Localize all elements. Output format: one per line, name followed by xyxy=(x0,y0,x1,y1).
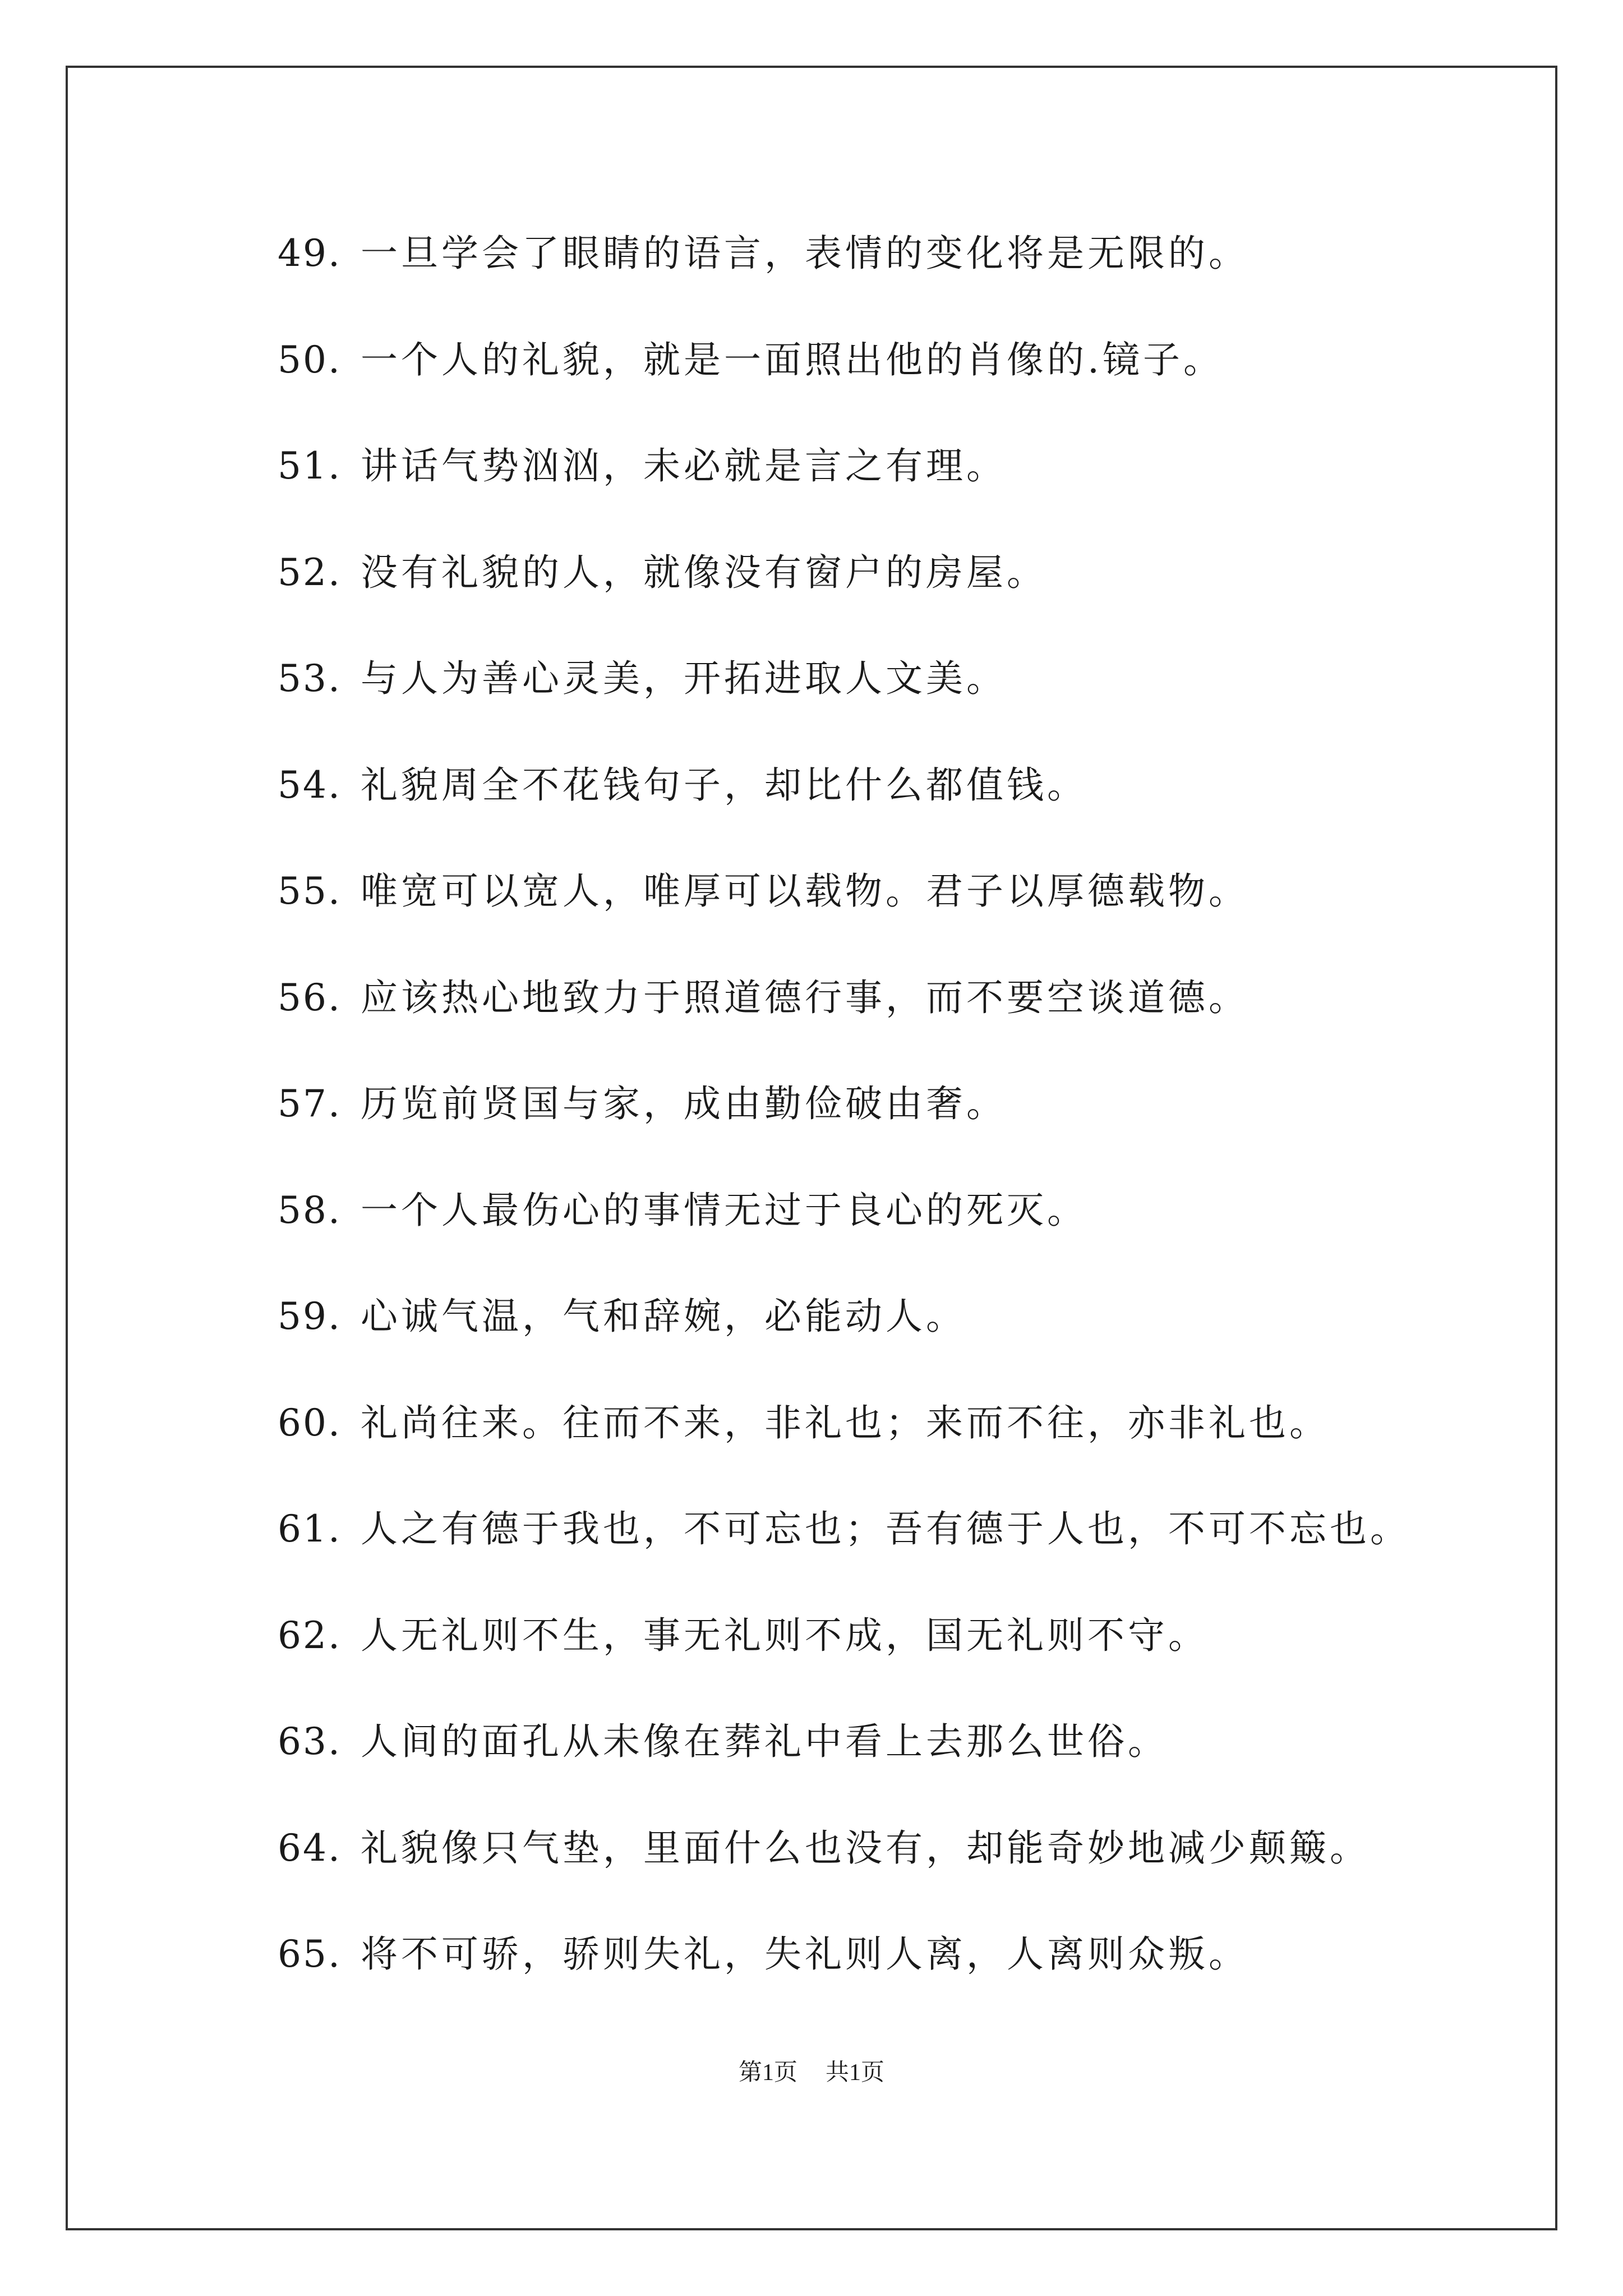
item-number: 63. xyxy=(278,1720,342,1763)
item-text: 人间的面孔从未像在葬礼中看上去那么世俗。 xyxy=(361,1720,1168,1763)
list-item xyxy=(278,329,1511,435)
item-number: 49. xyxy=(278,232,342,275)
item-text: 礼尚往来。往而不来，非礼也；来而不往，亦非礼也。 xyxy=(361,1401,1330,1444)
list-item xyxy=(278,1392,1511,1498)
item-number: 59. xyxy=(278,1295,342,1338)
item-text: 应该热心地致力于照道德行事，而不要空谈道德。 xyxy=(361,976,1249,1019)
item-text: 讲话气势汹汹，未必就是言之有理。 xyxy=(361,444,1007,487)
item-text: 与人为善心灵美，开拓进取人文美。 xyxy=(361,657,1007,700)
item-text: 心诚气温，气和辞婉，必能动人。 xyxy=(361,1295,966,1338)
item-number: 58. xyxy=(278,1188,342,1232)
list-item xyxy=(278,1498,1511,1604)
list-item xyxy=(278,860,1511,967)
item-text: 人之有德于我也，不可忘也；吾有德于人也，不可不忘也。 xyxy=(361,1507,1410,1550)
item-text: 一旦学会了眼睛的语言，表情的变化将是无限的。 xyxy=(361,232,1249,275)
item-number: 51. xyxy=(278,444,342,487)
item-text: 礼貌像只气垫，里面什么也没有，却能奇妙地减少颠簸。 xyxy=(361,1826,1370,1870)
quote-list xyxy=(278,222,1511,2030)
page-number-total: 共1页 xyxy=(826,2060,885,2086)
item-number: 56. xyxy=(278,976,342,1019)
list-item xyxy=(278,222,1511,329)
item-text: 没有礼貌的人，就像没有窗户的房屋。 xyxy=(361,550,1047,594)
list-item xyxy=(278,1285,1511,1392)
item-number: 62. xyxy=(278,1613,342,1657)
item-number: 53. xyxy=(278,657,342,700)
list-item xyxy=(278,1179,1511,1286)
item-text: 一个人最伤心的事情无过于良心的死灭。 xyxy=(361,1188,1087,1232)
list-item xyxy=(278,1710,1511,1817)
item-number: 64. xyxy=(278,1826,342,1870)
item-text: 礼貌周全不花钱句子，却比什么都值钱。 xyxy=(361,763,1087,807)
list-item xyxy=(278,541,1511,648)
list-item xyxy=(278,1073,1511,1179)
page-number-current: 第1页 xyxy=(738,2060,797,2086)
list-item xyxy=(278,435,1511,541)
item-text: 人无礼则不生，事无礼则不成，国无礼则不守。 xyxy=(361,1613,1209,1657)
item-text: 唯宽可以宽人，唯厚可以载物。君子以厚德载物。 xyxy=(361,869,1249,913)
item-number: 65. xyxy=(278,1932,342,1976)
item-number: 50. xyxy=(278,338,342,381)
item-number: 54. xyxy=(278,763,342,807)
item-number: 57. xyxy=(278,1082,342,1125)
item-text: 历览前贤国与家，成由勤俭破由奢。 xyxy=(361,1082,1007,1125)
item-number: 55. xyxy=(278,869,342,913)
list-item xyxy=(278,1817,1511,1924)
list-item xyxy=(278,967,1511,1073)
item-text: 一个人的礼貌，就是一面照出他的肖像的.镜子。 xyxy=(361,338,1224,381)
list-item xyxy=(278,647,1511,754)
list-item xyxy=(278,754,1511,861)
item-number: 61. xyxy=(278,1507,342,1550)
item-text: 将不可骄，骄则失礼，失礼则人离，人离则众叛。 xyxy=(361,1932,1249,1976)
list-item xyxy=(278,1604,1511,1711)
list-item xyxy=(278,1923,1511,2030)
page-footer xyxy=(0,2056,1623,2090)
item-number: 60. xyxy=(278,1401,342,1444)
item-number: 52. xyxy=(278,550,342,594)
